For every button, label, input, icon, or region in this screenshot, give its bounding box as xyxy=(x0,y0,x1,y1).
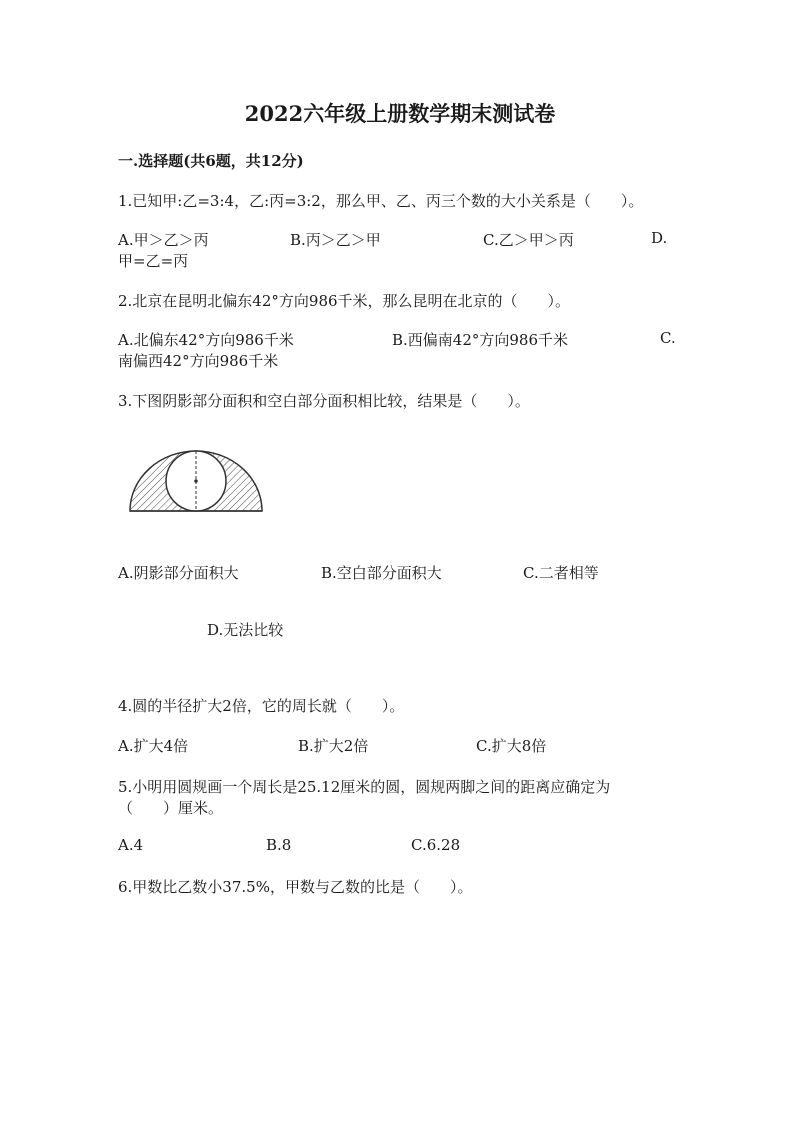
question-4-option-c: C.扩大8倍 xyxy=(476,737,547,755)
question-2-option-c: C. xyxy=(660,329,676,347)
question-1-option-a: A.甲＞乙＞丙 xyxy=(118,231,209,249)
question-5-option-b: B.8 xyxy=(266,836,292,854)
question-5-option-c: C.6.28 xyxy=(411,836,461,854)
question-2-option-c-text: 南偏西42°方向986千米 xyxy=(118,352,279,370)
question-3-option-a: A.阴影部分面积大 xyxy=(118,564,239,582)
question-1-text: 1.已知甲:乙=3:4，乙:丙=3:2，那么甲、乙、丙三个数的大小关系是（ ）。 xyxy=(118,192,644,210)
question-6-text: 6.甲数比乙数小37.5%，甲数与乙数的比是（ ）。 xyxy=(118,878,473,896)
question-1-option-d-text: 甲=乙=丙 xyxy=(118,252,189,270)
question-5-option-a: A.4 xyxy=(118,836,144,854)
center-point xyxy=(194,479,198,483)
semicircle-figure xyxy=(128,448,264,514)
question-2-text: 2.北京在昆明北偏东42°方向986千米，那么昆明在北京的（ ）。 xyxy=(118,292,571,310)
question-1-option-c: C.乙＞甲＞丙 xyxy=(483,231,574,249)
question-3-option-c: C.二者相等 xyxy=(523,564,599,582)
question-2-option-b: B.西偏南42°方向986千米 xyxy=(392,331,569,349)
question-3-text: 3.下图阴影部分面积和空白部分面积相比较，结果是（ ）。 xyxy=(118,392,530,410)
question-4-option-b: B.扩大2倍 xyxy=(298,737,369,755)
question-5-text: 5.小明用圆规画一个周长是25.12厘米的圆，圆规两脚之间的距离应确定为 xyxy=(118,778,611,796)
question-1-option-d: D. xyxy=(651,229,668,247)
page-title: 2022六年级上册数学期末测试卷 xyxy=(244,101,556,126)
question-4-option-a: A.扩大4倍 xyxy=(118,737,189,755)
section-heading: 一.选择题(共6题，共12分) xyxy=(118,152,304,170)
question-4-text: 4.圆的半径扩大2倍，它的周长就（ ）。 xyxy=(118,697,405,715)
question-1-option-b: B.丙＞乙＞甲 xyxy=(290,231,381,249)
question-2-option-a: A.北偏东42°方向986千米 xyxy=(118,331,294,349)
question-5-text-continued: （ ）厘米。 xyxy=(118,799,224,817)
question-3-option-b: B.空白部分面积大 xyxy=(321,564,442,582)
question-3-option-d: D.无法比较 xyxy=(207,621,284,639)
